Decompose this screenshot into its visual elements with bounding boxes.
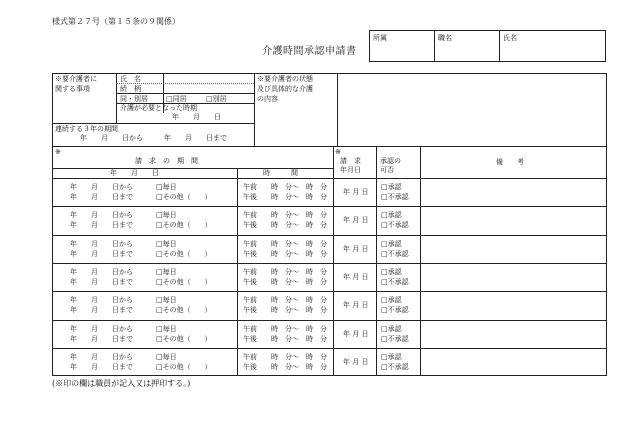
reject-checkbox[interactable]: □不承認 [381, 221, 409, 230]
approve-checkbox[interactable]: □承認 [381, 239, 402, 248]
am-time[interactable]: 午前 時 分～ 時 分 [243, 211, 327, 220]
approval-header: 承認の [380, 157, 401, 165]
pm-time[interactable]: 午後 時 分～ 時 分 [243, 306, 327, 315]
approve-checkbox[interactable]: □承認 [381, 183, 402, 191]
condition-label: の内容 [257, 95, 278, 103]
remarks-cell[interactable] [421, 179, 606, 205]
period-from[interactable]: 年 月 日から [70, 296, 133, 305]
other-checkbox[interactable]: □その他（ ） [156, 221, 212, 230]
pm-time[interactable]: 午後 時 分～ 時 分 [243, 193, 327, 201]
relation-label: 続 柄 [120, 85, 141, 93]
am-time[interactable]: 午前 時 分～ 時 分 [243, 324, 327, 333]
remarks-header: 備 考 [496, 158, 524, 166]
pm-time[interactable]: 午後 時 分～ 時 分 [243, 249, 327, 258]
other-checkbox[interactable]: □その他（ ） [156, 277, 212, 286]
divider [333, 146, 334, 376]
approve-checkbox[interactable]: □承認 [381, 211, 402, 220]
period-from[interactable]: 年 月 日から [70, 183, 133, 191]
pm-time[interactable]: 午後 時 分～ 時 分 [243, 221, 327, 230]
approve-checkbox[interactable]: □承認 [381, 324, 402, 333]
divider [237, 168, 238, 376]
consecutive-period-value[interactable]: 年 月 日から 年 月 日まで [80, 134, 227, 142]
other-checkbox[interactable]: □その他（ ） [156, 249, 212, 258]
period-to[interactable]: 年 月 日まで [70, 306, 133, 315]
living-status-label: 同・別居 [120, 95, 148, 103]
staff-mark: ※ [335, 148, 341, 156]
reject-checkbox[interactable]: □不承認 [381, 193, 409, 201]
am-time[interactable]: 午前 時 分～ 時 分 [243, 239, 327, 248]
reject-checkbox[interactable]: □不承認 [381, 362, 409, 371]
period-from[interactable]: 年 月 日から [70, 239, 133, 248]
every-day-checkbox[interactable]: □毎日 [156, 211, 177, 220]
position-label: 職名 [438, 34, 452, 42]
approval-header: 可否 [380, 166, 394, 174]
period-from[interactable]: 年 月 日から [70, 267, 133, 276]
recipient-name-label: 氏 名 [120, 75, 141, 83]
period-from[interactable]: 年 月 日から [70, 211, 133, 220]
pm-time[interactable]: 午後 時 分～ 時 分 [243, 362, 327, 371]
am-time[interactable]: 午前 時 分～ 時 分 [243, 296, 327, 305]
remarks-cell[interactable] [421, 292, 606, 318]
approve-checkbox[interactable]: □承認 [381, 296, 402, 305]
divider [376, 146, 377, 376]
name-label: 氏名 [503, 34, 517, 42]
period-to[interactable]: 年 月 日まで [70, 277, 133, 286]
period-to[interactable]: 年 月 日まで [70, 193, 133, 201]
request-period-header: 請 求 の 期 間 [135, 157, 198, 165]
every-day-checkbox[interactable]: □毎日 [156, 183, 177, 191]
request-date[interactable]: 年 月 日 [343, 301, 369, 310]
other-checkbox[interactable]: □その他（ ） [156, 306, 212, 315]
name-cell[interactable] [500, 31, 606, 62]
date-column-header: 年 月 日 [110, 169, 159, 177]
affiliation-label: 所属 [373, 34, 387, 42]
approve-checkbox[interactable]: □承認 [381, 352, 402, 361]
request-date-header: 請 求 [340, 157, 361, 165]
every-day-checkbox[interactable]: □毎日 [156, 352, 177, 361]
position-cell[interactable] [435, 31, 500, 62]
form-number: 様式第２７号（第１５条の９関係） [52, 17, 180, 26]
remarks-cell[interactable] [421, 207, 606, 233]
time-column-header: 時 間 [263, 169, 298, 177]
consecutive-period-label: 連続する３年の期間 [55, 125, 118, 133]
period-to[interactable]: 年 月 日まで [70, 221, 133, 230]
divider [52, 123, 254, 124]
request-date[interactable]: 年 月 日 [343, 272, 369, 281]
reject-checkbox[interactable]: □不承認 [381, 277, 409, 286]
divider [254, 73, 255, 146]
request-date[interactable]: 年 月 日 [343, 216, 369, 225]
request-date[interactable]: 年 月 日 [343, 357, 369, 366]
remarks-cell[interactable] [421, 321, 606, 347]
remarks-cell[interactable] [421, 349, 606, 375]
every-day-checkbox[interactable]: □毎日 [156, 296, 177, 305]
am-time[interactable]: 午前 時 分～ 時 分 [243, 183, 327, 191]
every-day-checkbox[interactable]: □毎日 [156, 267, 177, 276]
am-time[interactable]: 午前 時 分～ 時 分 [243, 267, 327, 276]
am-time[interactable]: 午前 時 分～ 時 分 [243, 352, 327, 361]
footer-note: (※印の欄は職員が記入又は押印する。) [52, 379, 191, 388]
request-date[interactable]: 年 月 日 [343, 188, 369, 196]
approve-checkbox[interactable]: □承認 [381, 267, 402, 276]
period-to[interactable]: 年 月 日まで [70, 334, 133, 343]
care-need-date-value[interactable]: 年 月 日 [172, 113, 221, 121]
reject-checkbox[interactable]: □不承認 [381, 334, 409, 343]
affiliation-cell[interactable] [370, 31, 435, 62]
pm-time[interactable]: 午後 時 分～ 時 分 [243, 334, 327, 343]
divider [116, 73, 117, 123]
period-from[interactable]: 年 月 日から [70, 352, 133, 361]
page-title: 介護時間承認申請書 [262, 46, 357, 57]
request-date[interactable]: 年 月 日 [343, 329, 369, 338]
period-to[interactable]: 年 月 日まで [70, 249, 133, 258]
living-same-checkbox[interactable]: □同居 [166, 95, 187, 103]
divider [52, 146, 607, 147]
condition-label: 及び具体的な介護 [257, 85, 313, 93]
remarks-cell[interactable] [421, 264, 606, 290]
request-date[interactable]: 年 月 日 [343, 244, 369, 253]
divider [337, 73, 338, 146]
every-day-checkbox[interactable]: □毎日 [156, 239, 177, 248]
request-date-header: 年月日 [340, 166, 361, 174]
pm-time[interactable]: 午後 時 分～ 時 分 [243, 277, 327, 286]
condition-label: ※要介護者の状態 [257, 75, 313, 83]
reject-checkbox[interactable]: □不承認 [381, 306, 409, 315]
remarks-cell[interactable] [421, 236, 606, 262]
other-checkbox[interactable]: □その他（ ） [156, 334, 212, 343]
every-day-checkbox[interactable]: □毎日 [156, 324, 177, 333]
applicant-info-table [369, 30, 606, 62]
period-from[interactable]: 年 月 日から [70, 324, 133, 333]
care-recipient-section-label: ※要介護者に [55, 75, 97, 83]
living-separate-checkbox[interactable]: □別居 [206, 95, 227, 103]
period-to[interactable]: 年 月 日まで [70, 362, 133, 371]
reject-checkbox[interactable]: □不承認 [381, 249, 409, 258]
staff-mark: ※ [55, 148, 61, 156]
other-checkbox[interactable]: □その他（ ） [156, 362, 212, 371]
care-need-date-label: 介護が必要となった時期 [120, 104, 197, 112]
care-recipient-section-label: 関する事項 [55, 85, 90, 93]
other-checkbox[interactable]: □その他（ ） [156, 193, 212, 201]
